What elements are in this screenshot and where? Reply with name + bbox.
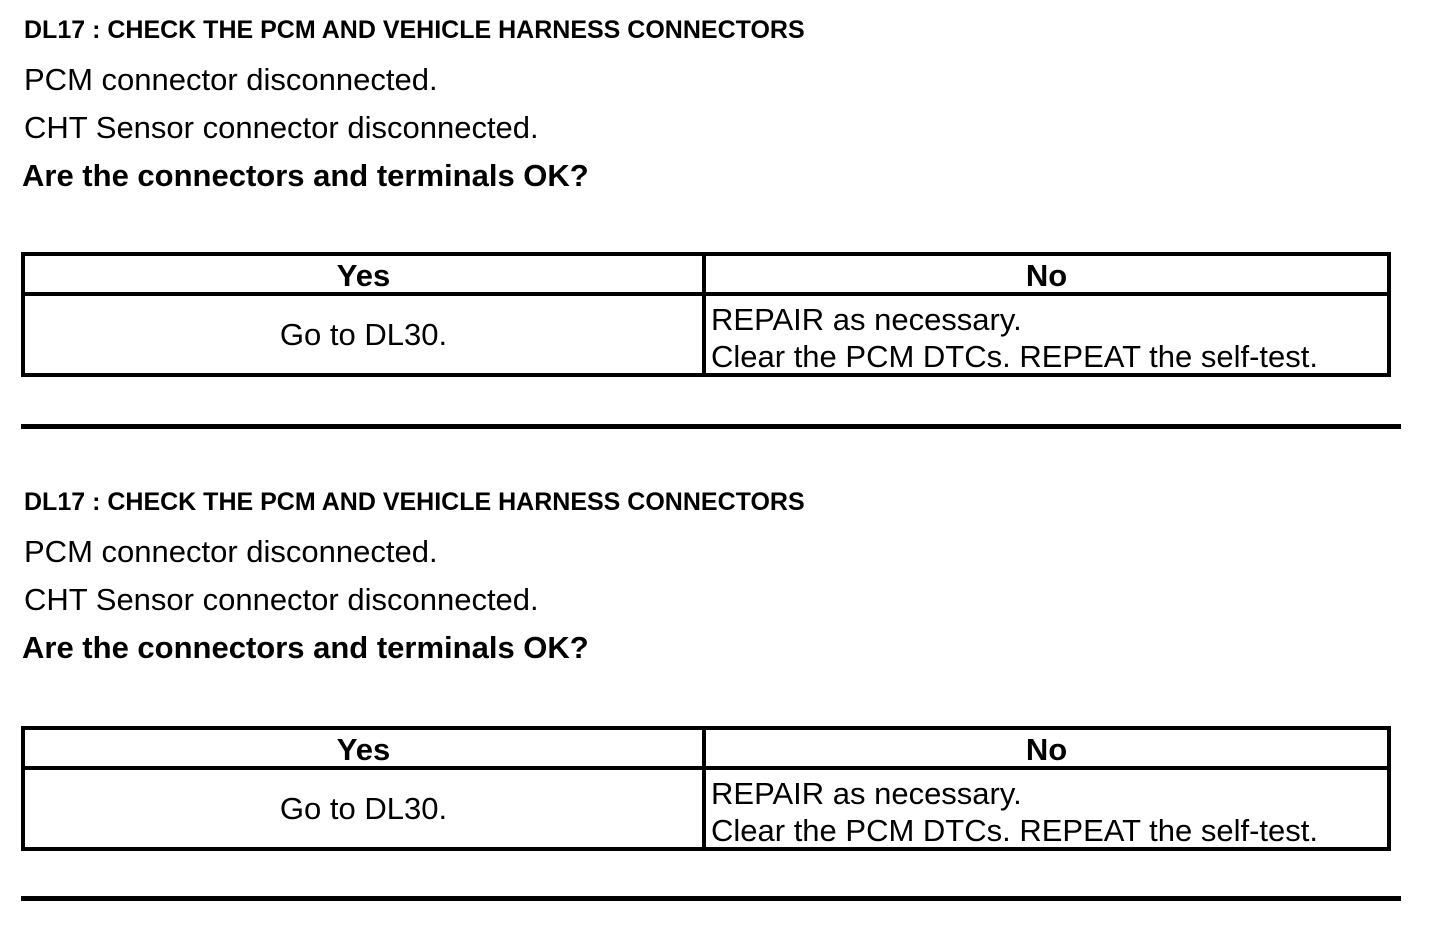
no-action-line: Clear the PCM DTCs. REPEAT the self-test. [711,813,1318,848]
step-instruction: PCM connector disconnected. [24,534,438,569]
no-action-line: REPAIR as necessary. [711,776,1022,811]
section-divider [21,896,1401,901]
no-action-line: Clear the PCM DTCs. REPEAT the self-test. [711,339,1318,374]
yes-header: Yes [25,730,706,770]
no-action-line: REPAIR as necessary. [711,302,1022,337]
step-instruction: CHT Sensor connector disconnected. [24,110,539,145]
no-header: No [706,256,1387,296]
step-instruction: CHT Sensor connector disconnected. [24,582,539,617]
yes-header: Yes [25,256,706,296]
yes-action [25,770,706,847]
result-table [21,726,1391,851]
step-question: Are the connectors and terminals OK? [22,158,589,193]
step-title: DL17 : CHECK THE PCM AND VEHICLE HARNESS CONNECTORS [24,16,805,44]
result-table [21,252,1391,377]
step-title: DL17 : CHECK THE PCM AND VEHICLE HARNESS CONNECTORS [24,488,805,516]
step-instruction: PCM connector disconnected. [24,62,438,97]
no-action [706,296,1387,373]
step-section-2 [0,472,1440,944]
yes-action-text: Go to DL30. [279,316,448,352]
section-divider [21,424,1401,429]
yes-action [25,296,706,373]
yes-action-text: Go to DL30. [279,790,448,826]
no-header: No [706,730,1387,770]
step-question: Are the connectors and terminals OK? [22,630,589,665]
no-action [706,770,1387,847]
